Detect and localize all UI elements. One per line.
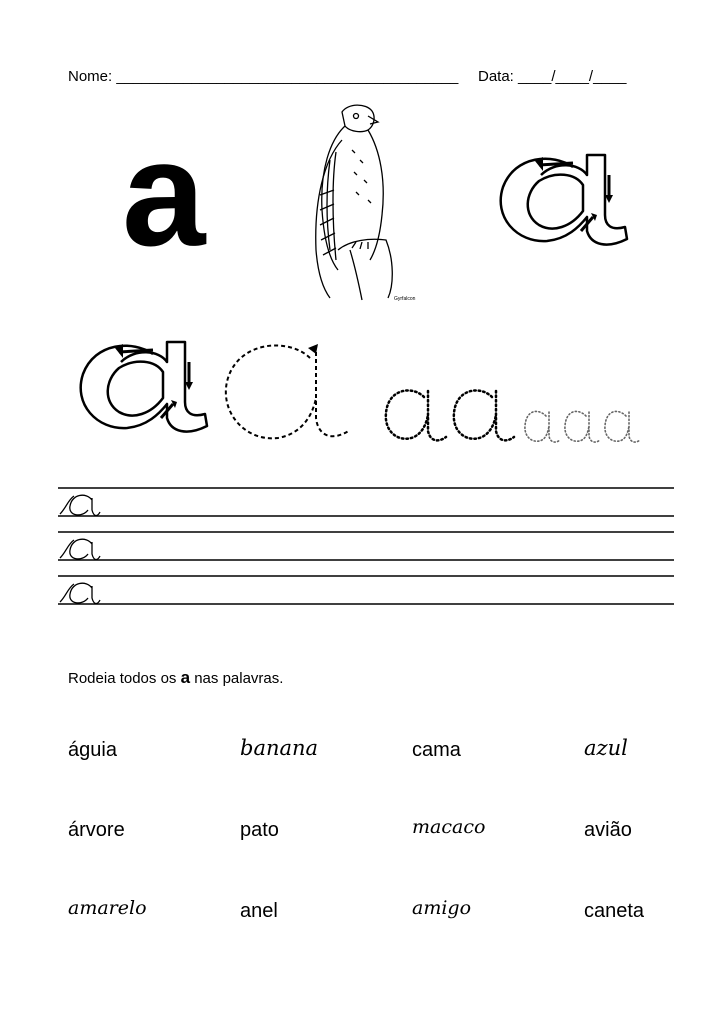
exercise-instruction: Rodeia todos os a nas palavras. <box>68 668 284 687</box>
outlined-cursive-a-large <box>75 332 215 447</box>
word-item[interactable]: caneta <box>584 900 645 922</box>
word-item[interactable]: árvore <box>68 819 125 841</box>
writing-lines[interactable] <box>58 484 678 609</box>
word-item[interactable]: amarelo <box>68 897 147 919</box>
print-letter: a <box>122 109 206 277</box>
word-item[interactable]: amigo <box>412 897 472 919</box>
word-item[interactable]: banana <box>240 736 319 760</box>
dashed-trace-a-large <box>220 338 360 448</box>
cursive-a-models <box>60 495 100 603</box>
dotted-trace-a-small <box>522 408 652 446</box>
word-item[interactable]: avião <box>584 819 632 841</box>
dotted-trace-a-medium <box>382 385 522 445</box>
date-field[interactable]: Data: ____/____/____ <box>478 68 627 85</box>
word-item[interactable]: macaco <box>412 816 486 838</box>
image-caption: Gyrfalcon <box>394 296 416 302</box>
name-field[interactable]: Nome: _________________________________________ <box>68 68 459 85</box>
gyrfalcon-illustration <box>290 100 420 310</box>
outlined-cursive-a-guide <box>495 145 635 260</box>
word-item[interactable]: pato <box>240 819 279 841</box>
word-item[interactable]: águia <box>68 739 117 761</box>
word-item[interactable]: anel <box>240 900 278 922</box>
word-item[interactable]: cama <box>412 739 461 761</box>
word-item[interactable]: azul <box>584 736 628 760</box>
